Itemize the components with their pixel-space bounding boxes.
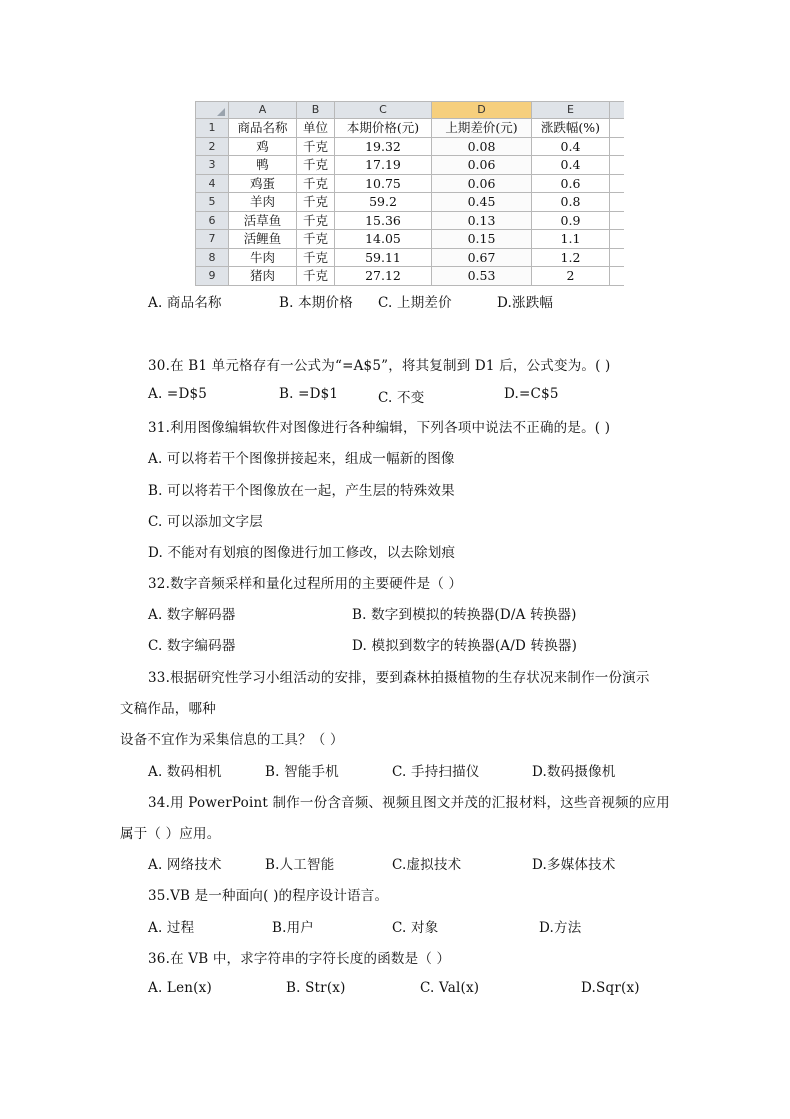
cell: 19.32	[335, 137, 432, 156]
cell: 0.08	[432, 137, 532, 156]
cell: 0.06	[432, 156, 532, 175]
cell: 17.19	[335, 156, 432, 175]
row-number: 9	[196, 267, 229, 286]
cell-cut	[610, 156, 624, 175]
table-row	[196, 248, 624, 267]
q35-option-a: A. 过程	[148, 920, 195, 936]
q34-option-b: B.人工智能	[265, 857, 335, 873]
cell: 千克	[297, 156, 335, 175]
q32-stem: 32.数字音频采样和量化过程所用的主要硬件是（ ）	[148, 576, 463, 592]
cell: 0.4	[532, 137, 610, 156]
cell: 0.4	[532, 156, 610, 175]
cell-cut	[610, 137, 624, 156]
select-all-corner	[196, 102, 229, 119]
q30-option-a: A. =D$5	[148, 386, 208, 402]
q34-option-a: A. 网络技术	[148, 857, 222, 873]
cell: 羊肉	[229, 193, 297, 212]
col-header-selected: D	[432, 102, 532, 119]
col-header-cut	[610, 102, 624, 119]
q30-stem: 30.在 B1 单元格存有一公式为“=A$5”，将其复制到 D1 后，公式变为。( )	[148, 358, 611, 374]
spreadsheet-image	[195, 101, 623, 284]
cell: 0.9	[532, 211, 610, 230]
cell: 本期价格(元)	[335, 119, 432, 138]
q31-stem: 31.利用图像编辑软件对图像进行各种编辑，下列各项中说法不正确的是。( )	[148, 420, 611, 436]
table-row	[196, 174, 624, 193]
row-number: 4	[196, 174, 229, 193]
cell: 鸡	[229, 137, 297, 156]
row-number: 3	[196, 156, 229, 175]
q29-option-b: B. 本期价格	[279, 295, 353, 311]
cell: 0.6	[532, 174, 610, 193]
col-header: A	[229, 102, 297, 119]
cell: 千克	[297, 267, 335, 286]
q30-option-c: C. 不变	[378, 390, 425, 406]
row-number: 5	[196, 193, 229, 212]
table-row	[196, 267, 624, 286]
cell: 涨跌幅(%)	[532, 119, 610, 138]
q32-option-d: D. 模拟到数字的转换器(A/D 转换器)	[352, 638, 578, 654]
cell-cut	[610, 193, 624, 212]
cell: 千克	[297, 211, 335, 230]
cell: 0.67	[432, 248, 532, 267]
q30-option-d: D.=C$5	[504, 386, 559, 402]
price-table	[195, 101, 624, 286]
q35-option-d: D.方法	[539, 920, 582, 936]
q34-stem-line1: 34.用 PowerPoint 制作一份含音频、视频且图文并茂的汇报材料，这些音视频的应用	[148, 795, 670, 811]
q35-option-c: C. 对象	[392, 920, 439, 936]
cell: 59.11	[335, 248, 432, 267]
q36-option-d: D.Sqr(x)	[581, 980, 640, 996]
table-row	[196, 137, 624, 156]
q33-stem-line3: 设备不宜作为采集信息的工具？（ ）	[120, 732, 344, 748]
cell: 猪肉	[229, 267, 297, 286]
col-header: C	[335, 102, 432, 119]
q31-option-c: C. 可以添加文字层	[148, 514, 263, 530]
q35-stem: 35.VB 是一种面向( )的程序设计语言。	[148, 888, 389, 904]
q36-option-b: B. Str(x)	[286, 980, 346, 996]
cell: 10.75	[335, 174, 432, 193]
q31-option-a: A. 可以将若干个图像拼接起来，组成一幅新的图像	[148, 451, 455, 467]
cell: 0.13	[432, 211, 532, 230]
cell-cut	[610, 119, 624, 138]
q31-option-b: B. 可以将若干个图像放在一起，产生层的特殊效果	[148, 483, 455, 499]
cell: 0.06	[432, 174, 532, 193]
q36-option-a: A. Len(x)	[148, 980, 212, 996]
cell: 千克	[297, 137, 335, 156]
row-number: 2	[196, 137, 229, 156]
table-row	[196, 211, 624, 230]
q30-option-b: B. =D$1	[279, 386, 339, 402]
cell: 活鲤鱼	[229, 230, 297, 249]
cell: 单位	[297, 119, 335, 138]
cell: 鸭	[229, 156, 297, 175]
cell: 千克	[297, 193, 335, 212]
cell: 牛肉	[229, 248, 297, 267]
row-number: 8	[196, 248, 229, 267]
row-number: 1	[196, 119, 229, 138]
cell-cut	[610, 230, 624, 249]
column-header-row	[196, 102, 624, 119]
q32-option-c: C. 数字编码器	[148, 638, 236, 654]
q32-option-b: B. 数字到模拟的转换器(D/A 转换器)	[352, 607, 577, 623]
cell: 0.15	[432, 230, 532, 249]
cell: 商品名称	[229, 119, 297, 138]
cell-cut	[610, 248, 624, 267]
row-number: 7	[196, 230, 229, 249]
table-row	[196, 156, 624, 175]
q33-option-b: B. 智能手机	[265, 764, 339, 780]
cell: 1.1	[532, 230, 610, 249]
cell-cut	[610, 267, 624, 286]
table-row	[196, 230, 624, 249]
q31-option-d: D. 不能对有划痕的图像进行加工修改，以去除划痕	[148, 545, 456, 561]
table-row	[196, 193, 624, 212]
cell-cut	[610, 211, 624, 230]
cell: 0.8	[532, 193, 610, 212]
col-header: B	[297, 102, 335, 119]
cell: 上期差价(元)	[432, 119, 532, 138]
row-number: 6	[196, 211, 229, 230]
table-row	[196, 119, 624, 138]
q33-option-c: C. 手持扫描仪	[392, 764, 480, 780]
cell: 1.2	[532, 248, 610, 267]
cell: 0.45	[432, 193, 532, 212]
cell: 鸡蛋	[229, 174, 297, 193]
cell: 2	[532, 267, 610, 286]
col-header: E	[532, 102, 610, 119]
cell-cut	[610, 174, 624, 193]
cell: 14.05	[335, 230, 432, 249]
cell: 活草鱼	[229, 211, 297, 230]
cell: 千克	[297, 230, 335, 249]
q34-option-d: D.多媒体技术	[532, 857, 616, 873]
cell: 59.2	[335, 193, 432, 212]
q33-stem-line1: 33.根据研究性学习小组活动的安排，要到森林拍摄植物的生存状况来制作一份演示	[148, 670, 650, 686]
cell: 千克	[297, 174, 335, 193]
cell: 27.12	[335, 267, 432, 286]
q35-option-b: B.用户	[272, 920, 315, 936]
q34-option-c: C.虚拟技术	[392, 857, 462, 873]
q32-option-a: A. 数字解码器	[148, 607, 236, 623]
cell: 15.36	[335, 211, 432, 230]
q36-option-c: C. Val(x)	[420, 980, 480, 996]
q29-option-c: C. 上期差价	[378, 295, 452, 311]
cell: 0.53	[432, 267, 532, 286]
q33-option-a: A. 数码相机	[148, 764, 222, 780]
q34-stem-line2: 属于（ ）应用。	[120, 826, 221, 842]
cell: 千克	[297, 248, 335, 267]
q33-stem-line2: 文稿作品，哪种	[120, 701, 216, 717]
q33-option-d: D.数码摄像机	[532, 764, 616, 780]
q36-stem: 36.在 VB 中，求字符串的字符长度的函数是（ ）	[148, 951, 451, 967]
q29-option-d: D.涨跌幅	[497, 295, 554, 311]
q29-option-a: A. 商品名称	[148, 295, 222, 311]
